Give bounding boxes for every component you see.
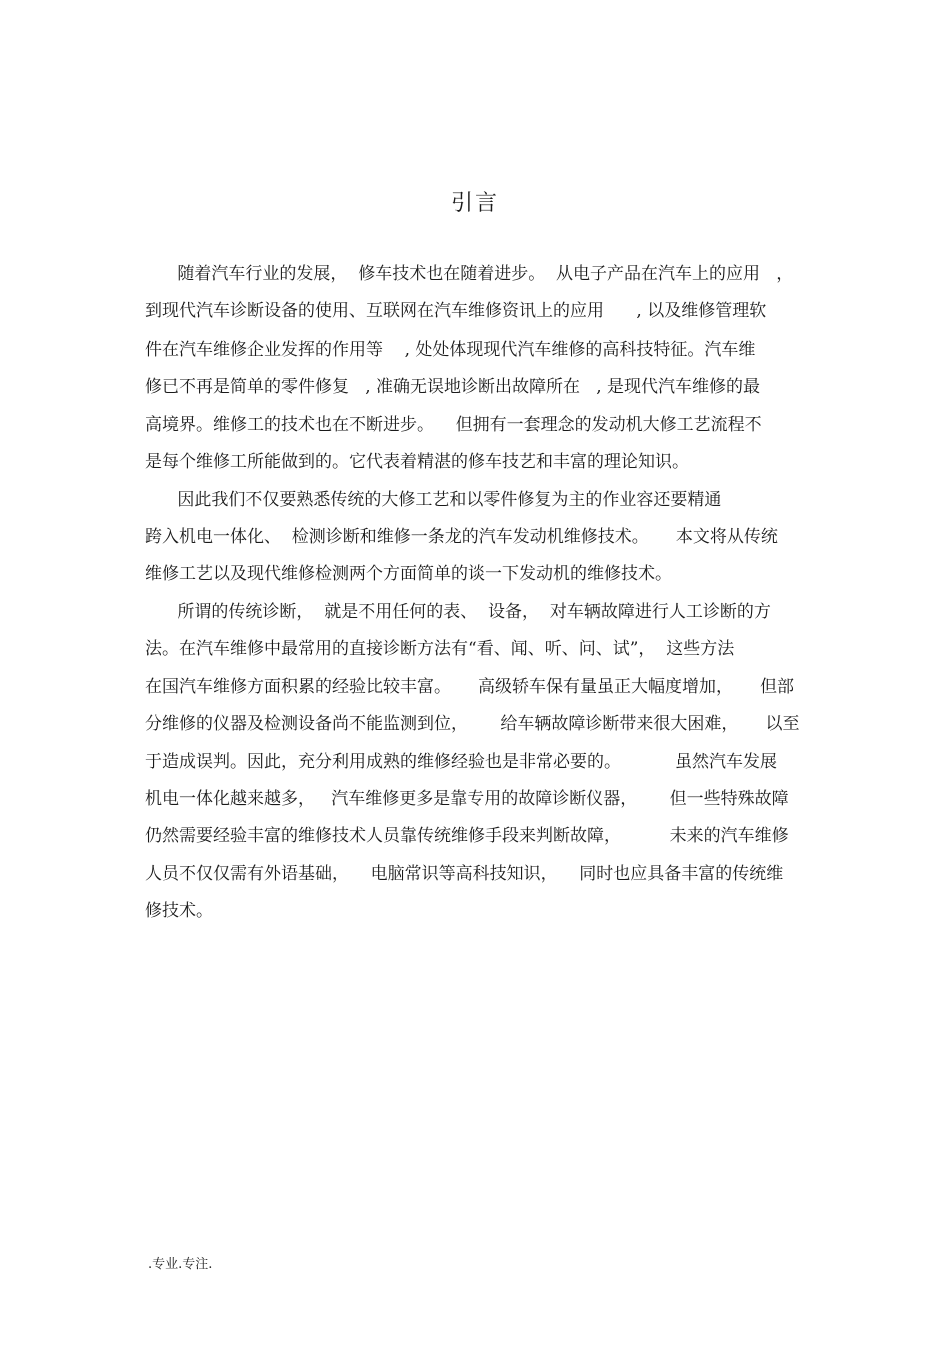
paragraph-line: 维修工艺以及现代维修检测两个方面简单的谈一下发动机的维修技术。 xyxy=(145,564,672,584)
paragraph-line: 跨入机电一体化、 检测诊断和维修一条龙的汽车发动机维修技术。 本文将从传统 xyxy=(145,527,778,547)
paragraph-line: 因此我们不仅要熟悉传统的大修工艺和以零件修复为主的作业容还要精通 xyxy=(145,490,722,510)
paragraph-line: 分维修的仪器及检测设备尚不能监测到位， 给车辆故障诊断带来很大困难， 以至 xyxy=(145,714,800,734)
paragraph-line: 于造成误判。因此，充分利用成熟的维修经验也是非常必要的。 虽然汽车发展 xyxy=(145,752,778,772)
paragraph-line: 仍然需要经验丰富的维修技术人员靠传统维修手段来判断故障， 未来的汽车维修 xyxy=(145,826,789,846)
paragraph-line: 所谓的传统诊断， 就是不用任何的表、 设备， 对车辆故障进行人工诊断的方 xyxy=(145,602,771,622)
paragraph-line: 法。在汽车维修中最常用的直接诊断方法有“看、闻、听、问、试”， 这些方法 xyxy=(145,639,735,659)
paragraph-line: 是每个维修工所能做到的。它代表着精湛的修车技艺和丰富的理论知识。 xyxy=(145,452,689,472)
paragraph-line: 机电一体化越来越多， 汽车维修更多是靠专用的故障诊断仪器， 但一些特殊故障 xyxy=(145,789,789,809)
paragraph-line: 到现代汽车诊断设备的使用、互联网在汽车维修资讯上的应用 , 以及维修管理软 xyxy=(145,301,767,321)
paragraph-line: 修已不再是简单的零件修复 , 准确无误地诊断出故障所在 , 是现代汽车维修的最 xyxy=(145,377,761,397)
paragraph-line: 人员不仅仅需有外语基础， 电脑常识等高科技知识， 同时也应具备丰富的传统维 xyxy=(145,864,784,884)
page-title: 引言 xyxy=(450,191,499,216)
page-footer: .专业.专注. xyxy=(148,1257,213,1272)
paragraph-line: 随着汽车行业的发展， 修车技术也在随着进步。 从电子产品在汽车上的应用 ， xyxy=(145,264,794,284)
paragraph-line: 修技术。 xyxy=(145,901,213,921)
paragraph-line: 件在汽车维修企业发挥的作用等 , 处处体现现代汽车维修的高科技特征。汽车维 xyxy=(145,340,756,360)
paragraph-line: 在国汽车维修方面积累的经验比较丰富。 高级轿车保有量虽正大幅度增加， 但部 xyxy=(145,677,795,697)
paragraph-line: 高境界。维修工的技术也在不断进步。 但拥有一套理念的发动机大修工艺流程不 xyxy=(145,415,762,435)
